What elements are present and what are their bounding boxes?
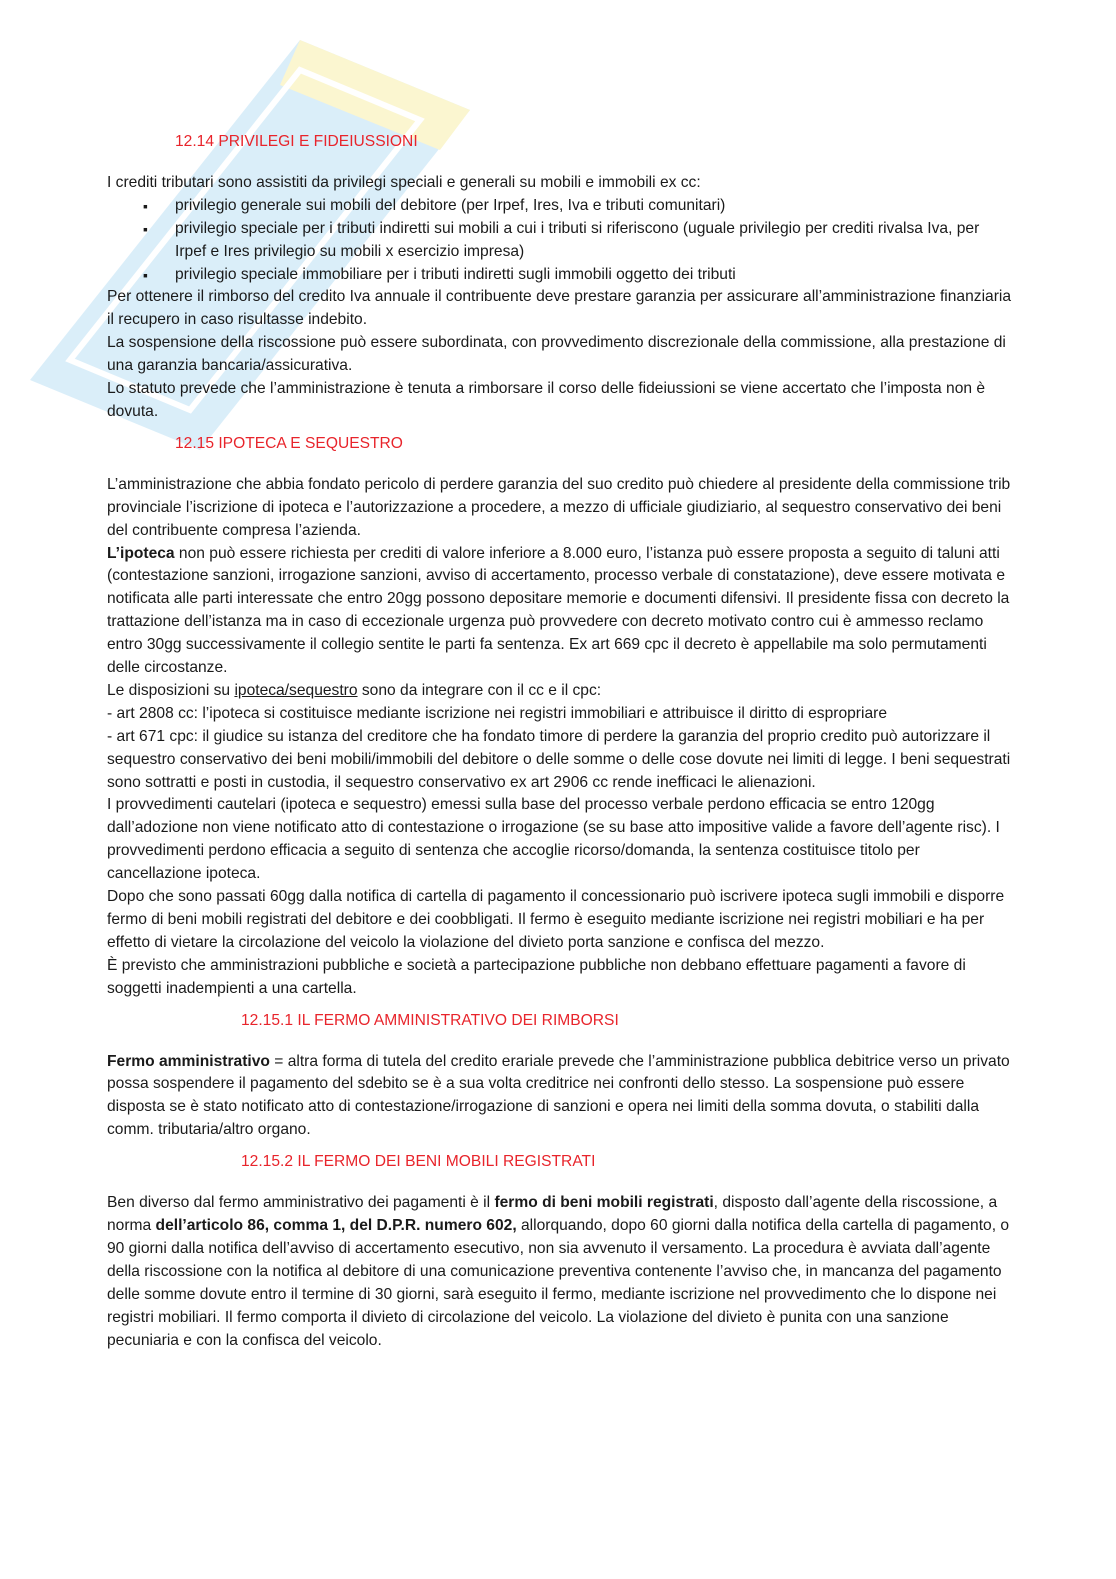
list-item: ▪ privilegio generale sui mobili del debitore (per Irpef, Ires, Iva e tributi comunitari) [175,195,1012,218]
paragraph: I provvedimenti cautelari (ipoteca e sequestro) emessi sulla base del processo verbale perdono efficacia se entro 120gg dall’adozione non viene notificato atto di contestazione o irrogazione (se su base atto impositive valide a favore dell’agente risc). I provvedimenti perdono efficacia a seguito di sentenza che accoglie ricorso/domanda, la sentenza costituisce titolo per cancellazione ipoteca. [107,796,1000,883]
heading-ipoteca-sequestro: 12.15 IPOTECA E SEQUESTRO [175,434,403,452]
list-item: ▪ privilegio speciale immobiliare per i tributi indiretti sugli immobili oggetto dei tributi [175,264,1012,287]
paragraph: Le disposizioni su ipoteca/sequestro sono da integrare con il cc e il cpc: [107,681,602,699]
paragraph: L’amministrazione che abbia fondato pericolo di perdere garanzia del suo credito può chiedere al presidente della commissione trib provinciale l’iscrizione di ipoteca e l’autorizzazione a procedere, a mezzo di ufficiale giudiziario, al sequestro conservativo dei beni del contribuente compresa l’azienda. [107,475,1011,539]
paragraph: Per ottenere il rimborso del credito Iva annuale il contribuente deve prestare garanzia per assicurare all’amministrazione finanziaria il recupero in caso risultasse indebito. [107,288,1012,329]
paragraph: - art 671 cpc: il giudice su istanza del creditore che ha fondato timore di perdere la garanzia del proprio credito può autorizzare il sequestro conservativo dei beni mobili/immobili del debitore o delle somme o delle cose dovute nei limiti di legge. I beni sequestrati sono sottratti e posti in custodia, il sequestro conservativo ex art 2906 cc rende inefficaci le alienazioni. [107,727,1011,791]
heading-fermo-beni-mobili: 12.15.2 IL FERMO DEI BENI MOBILI REGISTRATI [241,1153,596,1171]
bold-term: L’ipoteca [107,544,175,562]
paragraph: - art 2808 cc: l’ipoteca si costituisce mediante iscrizione nei registri immobiliari e attribuisce il diritto di espropriare [107,704,887,722]
paragraph: I crediti tributari sono assistiti da privilegi speciali e generali su mobili e immobili ex cc: [107,173,701,191]
paragraph: Ben diverso dal fermo amministrativo dei pagamenti è il fermo di beni mobili registrati, disposto dall’agente della riscossione, a norma dell’articolo 86, comma 1, del D.P.R. numero 602, allorquando, dopo 60 giorni dalla notifica della cartella di pagamento, o 90 giorni dalla notifica dell’avviso di accertamento esecutivo, non sia avvenuto il versamento. La procedura è avviata dall’agente della riscossione con la notifica al debitore di una comunicazione preventiva contenente l’avviso che, in mancanza del pagamento delle somme dovute entro il termine di 30 giorni, sarà eseguito il fermo, mediante iscrizione nel provvedimento che lo dispone nei registri mobiliari. Il fermo comporta il divieto di circolazione del veicolo. La violazione del divieto è punita con una sanzione pecuniaria e con la confisca del veicolo. [107,1194,1010,1349]
paragraph: Fermo amministrativo = altra forma di tutela del credito erariale prevede che l’amministrazione pubblica debitrice verso un privato possa sospendere il pagamento del sdebito se è a sua volta creditrice nei confronti dello stesso. La sospensione può essere disposta se è stato notificato atto di contestazione/irrogazione di sanzioni e opera nei limiti della somma dovuta, o stabiliti dalla comm. tributaria/altro organo. [107,1052,1010,1139]
bold-term: fermo di beni mobili registrati [494,1194,714,1212]
paragraph: È previsto che amministrazioni pubbliche e società a partecipazione pubbliche non debbano effettuare pagamenti a favore di soggetti inadempienti a una cartella. [107,956,966,997]
paragraph: L’ipoteca non può essere richiesta per crediti di valore inferiore a 8.000 euro, l’istanza può essere proposta a seguito di taluni atti (contestazione sanzioni, irrogazione sanzioni, avviso di accertamento, processo verbale di constatazione), deve essere motivata e notificata alle parti interessate che entro 20gg possono depositare memorie e documenti difensivi. Il presidente fissa con decreto la trattazione dell’istanza ma in caso di eccezionale urgenza può provvedere con decreto motivato contro cui è ammesso reclamo entro 30gg successivamente il collegio sentite le parti fa sentenza. Ex art 669 cpc il decreto è appellabile ma solo permutamenti delle circostanze. [107,544,1010,677]
heading-fermo-amministrativo: 12.15.1 IL FERMO AMMINISTRATIVO DEI RIMBORSI [241,1011,619,1029]
paragraph: Lo statuto prevede che l’amministrazione è tenuta a rimborsare il corso delle fideiussioni se viene accertato che l’imposta non è dovuta. [107,380,986,420]
heading-privilegi-fideiussioni: 12.14 PRIVILEGI E FIDEIUSSIONI [175,133,418,150]
bullet-list [107,195,1012,287]
list-item: ▪ privilegio speciale per i tributi indiretti sui mobili a cui i tributi si riferiscono (uguale privilegio per crediti rivalsa Iva, per Irpef e Ires privilegio su mobili x esercizio impresa) [175,218,1012,264]
bold-term: Fermo amministrativo [107,1052,270,1070]
paragraph: Dopo che sono passati 60gg dalla notifica di cartella di pagamento il concessionario può iscrivere ipoteca sugli immobili e disporre fermo di beni mobili registrati del debitore e dei coobbligati. Il fermo è eseguito mediante iscrizione nei registri mobiliari e ha per effetto di vietare la circolazione del veicolo la violazione del divieto porta sanzione e confisca del mezzo. [107,888,1005,951]
document-page [107,131,1012,1352]
underlined-term: ipoteca/sequestro [234,681,358,699]
paragraph: La sospensione della riscossione può essere subordinata, con provvedimento discrezionale della commissione, alla prestazione di una garanzia bancaria/assicurativa. [107,334,1006,375]
bold-term: dell’articolo 86, comma 1, del D.P.R. numero 602, [155,1216,517,1234]
